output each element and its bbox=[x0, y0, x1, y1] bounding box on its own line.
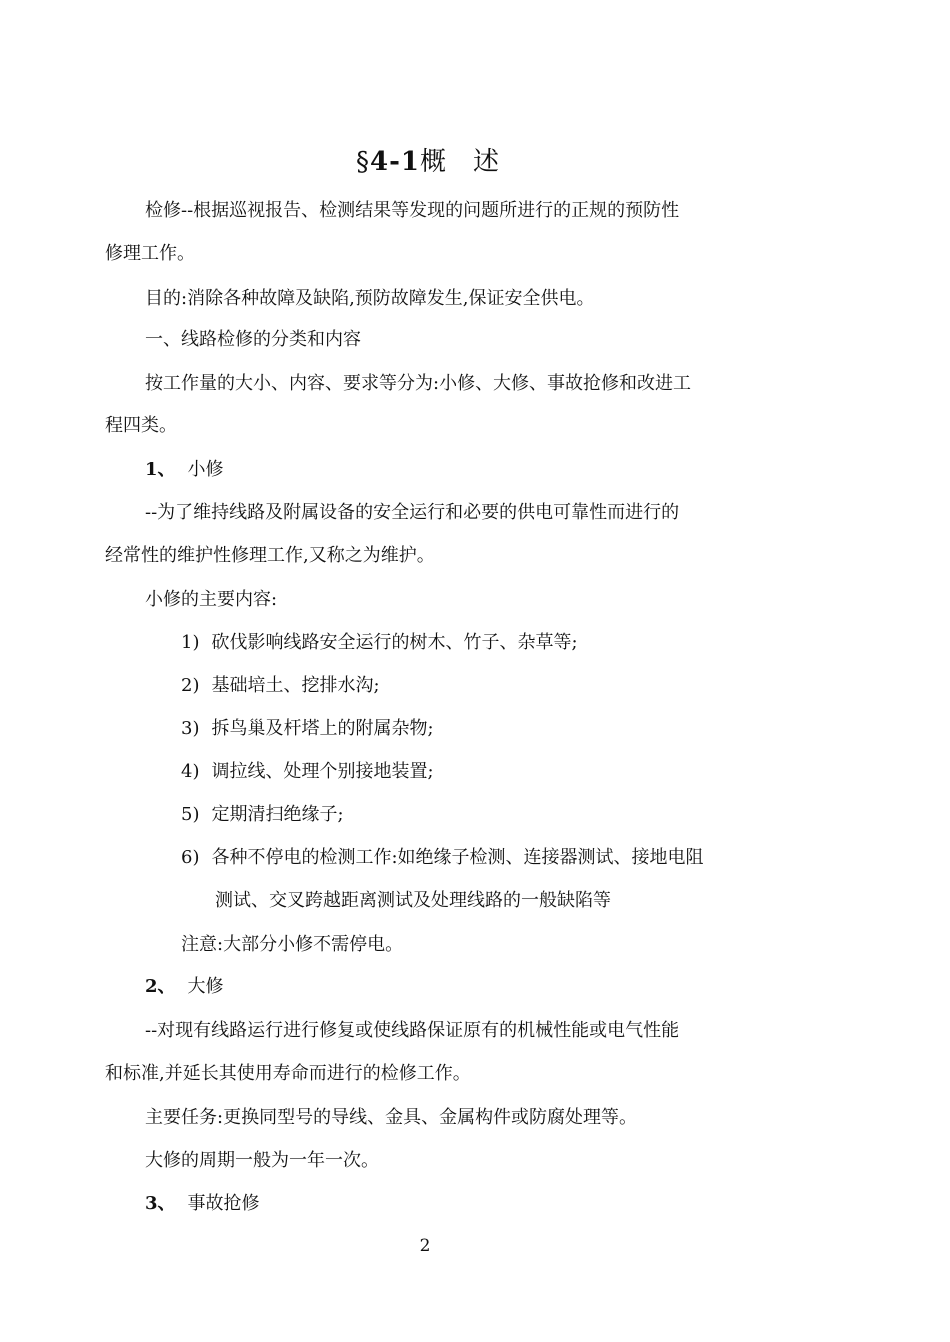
paragraph-minor-def-line2: 经常性的维护性修理工作,又称之为维护。 bbox=[105, 545, 435, 566]
section-title-text: 概 bbox=[419, 147, 447, 177]
paragraph-major-def-line1: --对现有线路运行进行修复或使线路保证原有的机械性能或电气性能 bbox=[145, 1020, 680, 1041]
section-mark: § bbox=[355, 147, 370, 177]
paragraph-purpose: 目的:消除各种故障及缺陷,预防故障发生,保证安全供电。 bbox=[145, 288, 595, 309]
list-item bbox=[181, 845, 704, 871]
list-item-number: 1) bbox=[181, 632, 200, 653]
list-item-number: 2) bbox=[181, 675, 200, 696]
heading-minor-repair bbox=[145, 457, 224, 483]
paragraph-note: 注意:大部分小修不需停电。 bbox=[181, 934, 404, 955]
list-item-continuation: 测试、交叉跨越距离测试及处理线路的一般缺陷等 bbox=[215, 890, 611, 911]
heading-number: 3、 bbox=[145, 1193, 176, 1214]
section-title bbox=[0, 142, 856, 182]
paragraph-major-cycle: 大修的周期一般为一年一次。 bbox=[145, 1150, 379, 1171]
paragraph-definition-line1: 检修--根据巡视报告、检测结果等发现的问题所进行的正规的预防性 bbox=[145, 200, 680, 221]
list-item-text: 砍伐影响线路安全运行的树木、竹子、杂草等; bbox=[211, 632, 578, 653]
paragraph-categories-line1: 按工作量的大小、内容、要求等分为:小修、大修、事故抢修和改进工 bbox=[145, 373, 692, 394]
list-item-number: 6) bbox=[181, 847, 200, 868]
heading-number: 1、 bbox=[145, 459, 176, 480]
heading-text: 事故抢修 bbox=[187, 1193, 260, 1214]
heading-classification: 一、线路检修的分类和内容 bbox=[145, 329, 361, 350]
list-item-number: 3) bbox=[181, 718, 200, 739]
paragraph-categories-line2: 程四类。 bbox=[105, 415, 177, 436]
paragraph-major-def-line2: 和标准,并延长其使用寿命而进行的检修工作。 bbox=[105, 1063, 471, 1084]
list-item-text: 基础培土、挖排水沟; bbox=[211, 675, 380, 696]
paragraph-minor-def-line1: --为了维持线路及附属设备的安全运行和必要的供电可靠性而进行的 bbox=[145, 502, 680, 523]
list-item-text: 调拉线、处理个别接地装置; bbox=[211, 761, 434, 782]
list-item-text: 拆鸟巢及杆塔上的附属杂物; bbox=[211, 718, 434, 739]
heading-major-repair bbox=[145, 974, 224, 1000]
list-item bbox=[181, 673, 380, 699]
heading-text: 小修 bbox=[187, 459, 224, 480]
paragraph-definition-line2: 修理工作。 bbox=[105, 243, 195, 264]
list-item-number: 4) bbox=[181, 761, 200, 782]
page-number: 2 bbox=[419, 1236, 431, 1256]
heading-emergency-repair bbox=[145, 1191, 260, 1217]
heading-number: 2、 bbox=[145, 976, 176, 997]
list-item-text: 定期清扫绝缘子; bbox=[211, 804, 344, 825]
list-item-number: 5) bbox=[181, 804, 200, 825]
list-item bbox=[181, 802, 344, 828]
list-item bbox=[181, 630, 578, 656]
paragraph-minor-content-heading: 小修的主要内容: bbox=[145, 589, 278, 610]
paragraph-major-task: 主要任务:更换同型号的导线、金具、金属构件或防腐处理等。 bbox=[145, 1107, 638, 1128]
list-item-text: 各种不停电的检测工作:如绝缘子检测、连接器测试、接地电阻 bbox=[211, 847, 704, 868]
list-item bbox=[181, 759, 434, 785]
section-title-text2: 述 bbox=[472, 147, 500, 177]
list-item bbox=[181, 716, 434, 742]
section-number: 4-1 bbox=[369, 147, 420, 177]
heading-text: 大修 bbox=[187, 976, 224, 997]
